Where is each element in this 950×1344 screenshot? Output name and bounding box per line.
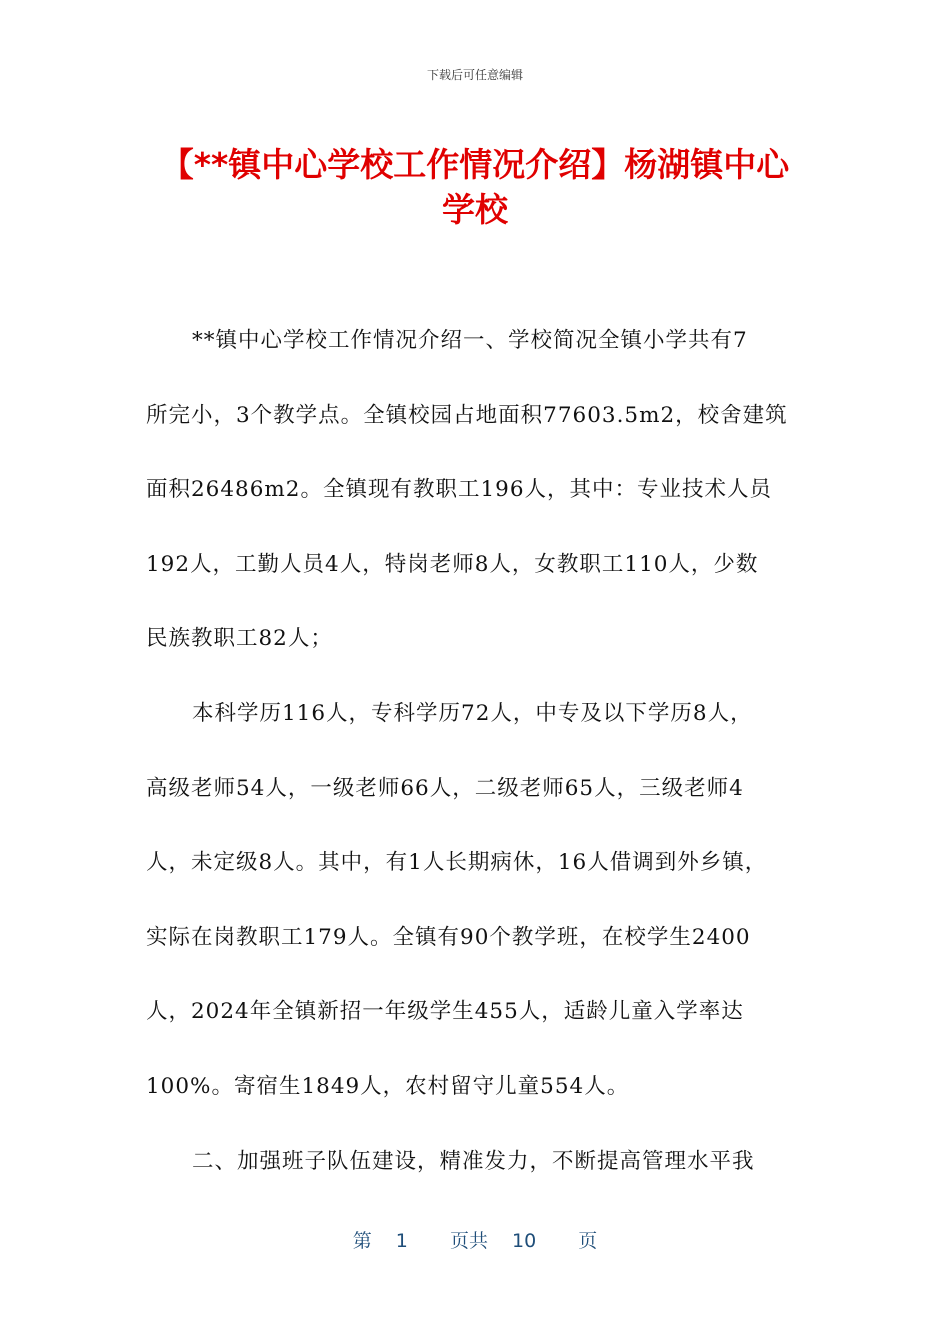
header-note: 下载后可任意编辑 [426, 68, 523, 82]
paragraph-line: 二、加强班子队伍建设，精准发力，不断提高管理水平我 [192, 1148, 755, 1174]
document-title [140, 142, 810, 232]
paragraph-line: 100%。寄宿生1849人，农村留守儿童554人。 [146, 1073, 630, 1099]
paragraph-line: 本科学历116人，专科学历72人，中专及以下学历8人， [192, 700, 753, 726]
paragraph-line: 192人，工勤人员4人，特岗老师8人，女教职工110人，少数 [146, 551, 759, 577]
paragraph-line: 民族教职工82人； [146, 626, 333, 652]
footer-prefix: 第 [352, 1230, 372, 1252]
body-text [146, 316, 806, 1211]
footer-page-number: 1 [395, 1230, 408, 1252]
footer-total-pages: 10 [512, 1230, 537, 1252]
page-footer [0, 1226, 950, 1253]
paragraph-line: 人，2024年全镇新招一年级学生455人，适龄儿童入学率达 [146, 999, 744, 1025]
footer-suffix: 页 [578, 1230, 598, 1252]
paragraph-line: 所完小，3个教学点。全镇校园占地面积77603.5m2，校舍建筑 [146, 402, 788, 428]
title-line-1: 【**镇中心学校工作情况介绍】杨湖镇中心 [160, 145, 790, 184]
paragraph-line: **镇中心学校工作情况介绍一、学校简况全镇小学共有7 [192, 328, 748, 353]
paragraph-line: 实际在岗教职工179人。全镇有90个教学班，在校学生2400 [146, 924, 751, 950]
paragraph-line: 高级老师54人，一级老师66人，二级老师65人，三级老师4 [146, 775, 744, 801]
title-line-2: 学校 [442, 190, 508, 229]
paragraph-line: 人，未定级8人。其中，有1人长期病休，16人借调到外乡镇， [146, 850, 768, 876]
footer-middle: 页共 [449, 1230, 488, 1252]
paragraph-line: 面积26486m2。全镇现有教职工196人，其中：专业技术人员 [146, 477, 773, 503]
